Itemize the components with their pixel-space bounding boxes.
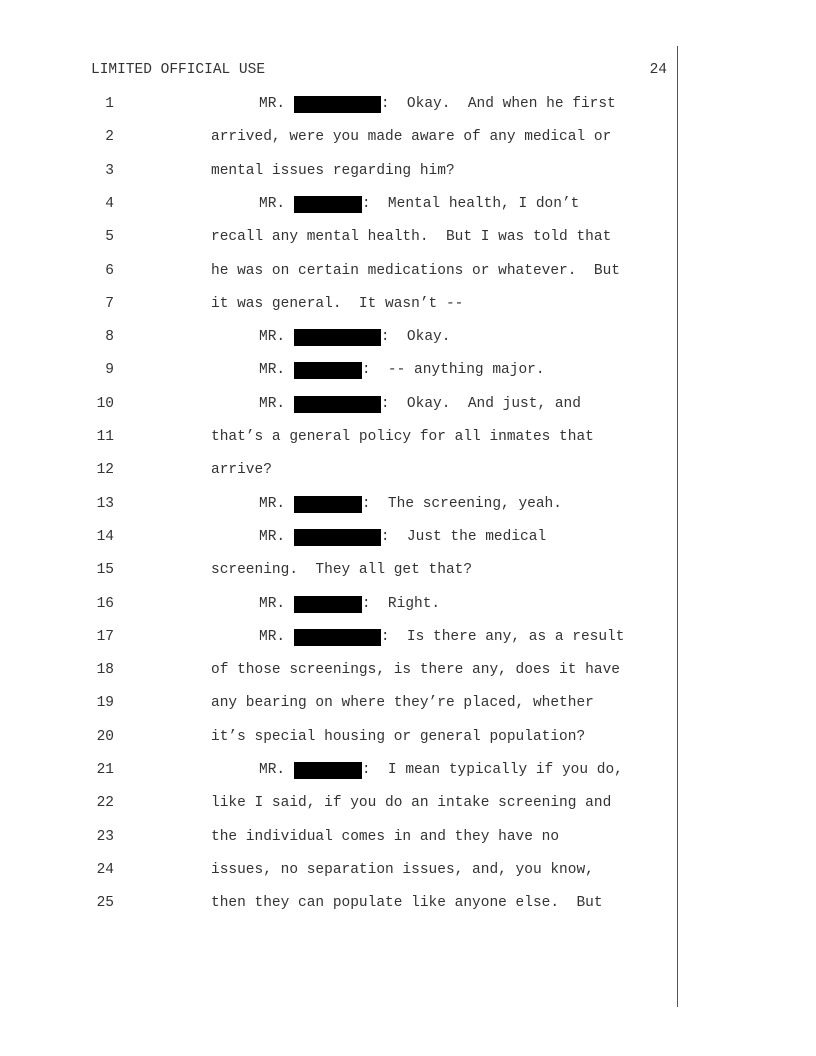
redaction-bar [294,496,362,513]
line-number: 12 [96,462,114,479]
line-text [211,163,455,180]
transcript-line [0,362,816,386]
line-number: 16 [96,595,114,612]
page-number: 24 [649,62,667,78]
speech-text: the individual comes in and they have no [211,828,560,845]
redaction-bar [294,196,362,213]
speaker-prefix: MR. [259,395,286,412]
transcript-line [0,629,816,653]
speech-text: Is there any, as a result [389,628,625,645]
redaction-bar [294,396,381,413]
speech-text: that’s a general policy for all inmates that [211,429,594,445]
line-text [211,895,603,912]
redaction-bar [294,96,381,113]
line-text [259,196,579,213]
transcript-line [0,562,816,586]
line-number: 14 [96,528,114,545]
speaker-prefix: MR. [259,495,286,512]
line-number: 25 [96,895,114,912]
speaker-colon: : [380,395,390,412]
speech-text: Okay. And just, and [389,395,581,412]
transcript-line [0,729,816,753]
redaction-bar [294,596,362,613]
line-text [259,596,440,613]
line-number: 11 [96,429,114,445]
speech-text: he was on certain medications or whatever. But [211,262,620,279]
line-text [211,695,594,712]
line-text [211,862,594,879]
speaker-prefix: MR. [259,528,286,545]
speaker-prefix: MR. [259,96,286,112]
line-text [259,329,450,346]
speech-text: The screening, yeah. [370,495,562,512]
speech-text: I mean typically if you do, [370,762,623,778]
transcript-line [0,462,816,486]
speaker-colon: : [361,762,371,778]
speaker-colon: : [361,495,371,512]
line-text [211,296,463,313]
transcript-line [0,396,816,420]
line-number: 1 [105,96,114,112]
transcript-line [0,296,816,320]
speech-text: recall any mental health. But I was told that [211,229,612,246]
speech-text: any bearing on where they’re placed, whether [211,695,594,712]
classification-header: LIMITED OFFICIAL USE [91,62,266,78]
line-number: 7 [105,295,114,312]
speaker-colon: : [380,329,390,346]
speaker-colon: : [380,96,390,112]
speaker-prefix: MR. [259,329,286,346]
speaker-prefix: MR. [259,595,286,612]
speech-text: Okay. [389,329,451,346]
speech-text: Just the medical [389,528,547,545]
transcript-line [0,429,816,453]
transcript-line [0,329,816,353]
speech-text: mental issues regarding him? [211,162,455,179]
line-number: 9 [105,362,114,379]
line-text [211,129,611,146]
speaker-colon: : [380,628,390,645]
speech-text: screening. They all get that? [211,562,473,579]
transcript-line [0,529,816,553]
transcript-line [0,596,816,620]
line-text [259,629,624,646]
redaction-bar [294,362,362,379]
speaker-prefix: MR. [259,195,286,212]
speech-text: -- anything major. [370,362,545,379]
line-number: 18 [96,662,114,679]
line-number: 15 [96,562,114,579]
transcript-line [0,862,816,886]
transcript-line [0,662,816,686]
line-text [211,429,594,446]
speech-text: Mental health, I don’t [370,195,580,212]
transcript-line [0,229,816,253]
speaker-colon: : [361,362,371,379]
speech-text: it was general. It wasn’t -- [211,295,464,312]
line-text [259,529,546,546]
transcript-line [0,129,816,153]
line-text [211,263,620,280]
speaker-colon: : [361,595,371,612]
transcript-line [0,895,816,919]
line-number: 5 [105,229,114,246]
speech-text: issues, no separation issues, and, you know, [211,861,594,878]
speech-text: of those screenings, is there any, does it have [211,662,620,679]
line-text [259,96,616,113]
redaction-bar [294,629,381,646]
line-text [211,229,611,246]
line-number: 19 [96,695,114,712]
speech-text: like I said, if you do an intake screening and [211,795,612,812]
line-number: 21 [96,762,114,778]
line-text [259,396,581,413]
line-number: 23 [96,828,114,845]
transcript-line [0,762,816,786]
speech-text: it’s special housing or general population? [211,728,586,745]
line-text [211,795,611,812]
line-text [211,662,620,679]
line-number: 17 [96,628,114,645]
line-text [259,762,623,779]
line-number: 6 [105,262,114,279]
redaction-bar [294,762,362,779]
line-number: 4 [105,195,114,212]
speech-text: then they can populate like anyone else. But [211,895,603,912]
speaker-colon: : [361,195,371,212]
line-number: 13 [96,495,114,512]
speaker-prefix: MR. [259,362,286,379]
transcript-line [0,163,816,187]
line-number: 22 [96,795,114,812]
line-number: 8 [105,329,114,346]
transcript-line [0,795,816,819]
transcript-line [0,829,816,853]
line-text [259,362,545,379]
transcript-line [0,695,816,719]
line-number: 24 [96,861,114,878]
speech-text: arrive? [211,462,272,479]
line-text [211,462,272,479]
speech-text: arrived, were you made aware of any medical or [211,129,612,146]
speaker-colon: : [380,528,390,545]
speaker-prefix: MR. [259,762,286,778]
line-text [211,729,585,746]
line-text [259,496,562,513]
line-text [211,562,472,579]
line-number: 10 [96,395,114,412]
speech-text: Right. [370,595,441,612]
transcript-line [0,96,816,120]
redaction-bar [294,529,381,546]
line-number: 2 [105,129,114,146]
line-number: 20 [96,728,114,745]
line-text [211,829,559,846]
transcript-line [0,196,816,220]
line-number: 3 [105,162,114,179]
transcript-line [0,496,816,520]
redaction-bar [294,329,381,346]
speaker-prefix: MR. [259,628,286,645]
speech-text: Okay. And when he first [389,96,616,112]
transcript-line [0,263,816,287]
